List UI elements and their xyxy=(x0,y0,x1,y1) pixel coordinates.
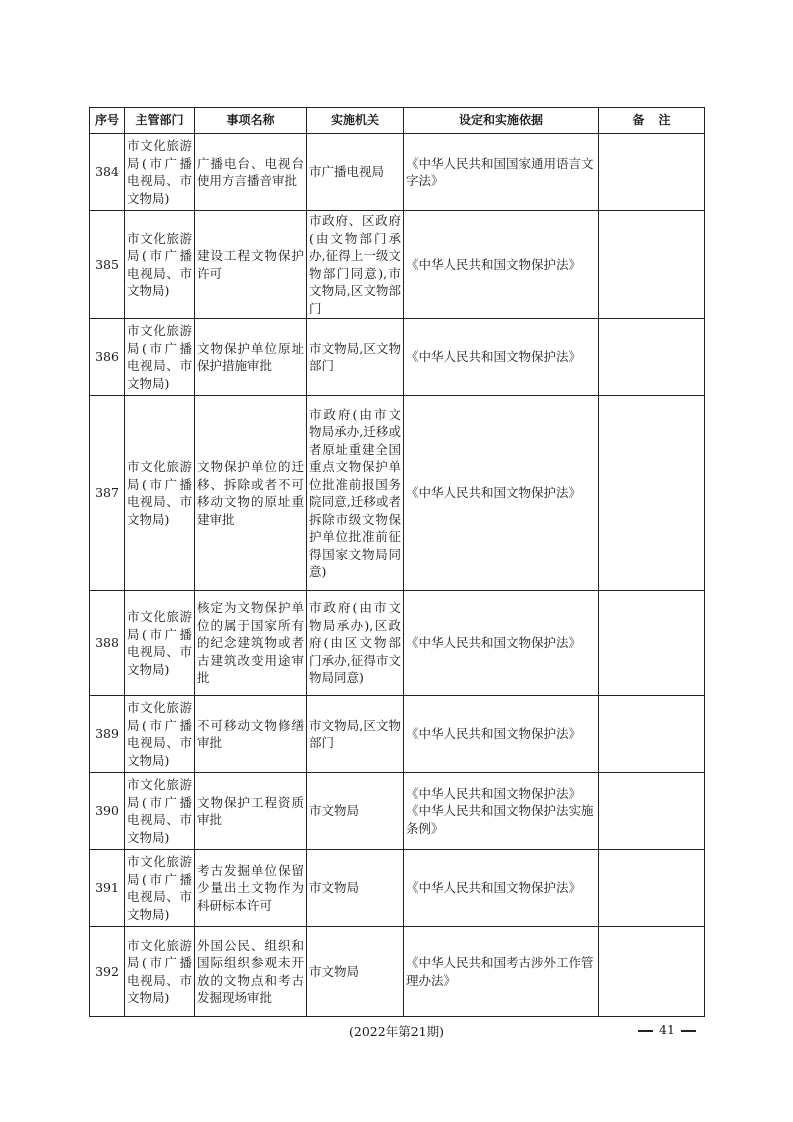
row-dept: 市文化旅游局(市广播电视局、市文物局) xyxy=(125,696,195,773)
issue-label: (2022年第21期) xyxy=(349,1024,444,1039)
table-row xyxy=(90,927,705,1017)
row-basis: 《中华人民共和国文物保护法》 xyxy=(404,850,599,927)
row-dept: 市文化旅游局(市广播电视局、市文物局) xyxy=(125,773,195,850)
row-dept: 市文化旅游局(市广播电视局、市文物局) xyxy=(125,927,195,1017)
row-basis: 《中华人民共和国文物保护法》 xyxy=(404,319,599,396)
page-number-text: 41 xyxy=(659,1022,675,1037)
header-no: 序号 xyxy=(90,108,125,134)
row-agency: 市文物局 xyxy=(307,850,404,927)
row-basis: 《中华人民共和国文物保护法》 xyxy=(404,591,599,696)
row-no: 391 xyxy=(90,850,125,927)
header-item: 事项名称 xyxy=(195,108,307,134)
table-row xyxy=(90,850,705,927)
table-row xyxy=(90,696,705,773)
row-note xyxy=(599,319,705,396)
row-no: 389 xyxy=(90,696,125,773)
row-note xyxy=(599,396,705,591)
table-row xyxy=(90,773,705,850)
header-agency: 实施机关 xyxy=(307,108,404,134)
row-note xyxy=(599,927,705,1017)
row-item: 广播电台、电视台使用方言播音审批 xyxy=(195,134,307,211)
row-no: 387 xyxy=(90,396,125,591)
row-no: 392 xyxy=(90,927,125,1017)
row-basis: 《中华人民共和国文物保护法》 xyxy=(404,211,599,319)
row-basis: 《中华人民共和国文物保护法》 xyxy=(404,396,599,591)
row-item: 文物保护工程资质审批 xyxy=(195,773,307,850)
row-dept: 市文化旅游局(市广播电视局、市文物局) xyxy=(125,211,195,319)
row-no: 388 xyxy=(90,591,125,696)
row-dept: 市文化旅游局(市广播电视局、市文物局) xyxy=(125,591,195,696)
row-dept: 市文化旅游局(市广播电视局、市文物局) xyxy=(125,134,195,211)
row-item: 不可移动文物修缮审批 xyxy=(195,696,307,773)
header-dept: 主管部门 xyxy=(125,108,195,134)
row-item: 建设工程文物保护许可 xyxy=(195,211,307,319)
table-row xyxy=(90,591,705,696)
row-item: 核定为文物保护单位的属于国家所有的纪念建筑物或者古建筑改变用途审批 xyxy=(195,591,307,696)
row-item: 外国公民、组织和国际组织参观未开放的文物点和考古发掘现场审批 xyxy=(195,927,307,1017)
row-basis: 《中华人民共和国文物保护法》《中华人民共和国文物保护法实施条例》 xyxy=(404,773,599,850)
page-dash-right xyxy=(681,1030,696,1032)
table-header-row xyxy=(90,108,705,134)
row-dept: 市文化旅游局(市广播电视局、市文物局) xyxy=(125,319,195,396)
row-agency: 市政府、区政府(由文物部门承办,征得上一级文物部门同意),市文物局,区文物部门 xyxy=(307,211,404,319)
header-note: 备注 xyxy=(599,108,705,134)
row-note xyxy=(599,773,705,850)
row-agency: 市文物局 xyxy=(307,927,404,1017)
row-dept: 市文化旅游局(市广播电视局、市文物局) xyxy=(125,396,195,591)
row-agency: 市政府(由市文物局承办,迁移或者原址重建全国重点文物保护单位批准前报国务院同意,迁移或者拆除市级文物保护单位批准前征得国家文物局同意) xyxy=(307,396,404,591)
row-note xyxy=(599,850,705,927)
row-no: 386 xyxy=(90,319,125,396)
row-agency: 市政府(由市文物局承办),区政府(由区文物部门承办,征得市文物局同意) xyxy=(307,591,404,696)
table-row xyxy=(90,134,705,211)
table-row xyxy=(90,396,705,591)
row-item: 文物保护单位原址保护措施审批 xyxy=(195,319,307,396)
page-dash-left xyxy=(638,1030,653,1032)
row-no: 390 xyxy=(90,773,125,850)
row-note xyxy=(599,134,705,211)
permit-table xyxy=(89,107,705,1017)
row-note xyxy=(599,211,705,319)
row-basis: 《中华人民共和国国家通用语言文字法》 xyxy=(404,134,599,211)
row-basis: 《中华人民共和国文物保护法》 xyxy=(404,696,599,773)
row-agency: 市文物局,区文物部门 xyxy=(307,696,404,773)
row-dept: 市文化旅游局(市广播电视局、市文物局) xyxy=(125,850,195,927)
page-number xyxy=(632,1022,702,1037)
row-item: 考古发掘单位保留少量出土文物作为科研标本许可 xyxy=(195,850,307,927)
row-no: 385 xyxy=(90,211,125,319)
table-row xyxy=(90,211,705,319)
row-item: 文物保护单位的迁移、拆除或者不可移动文物的原址重建审批 xyxy=(195,396,307,591)
row-basis: 《中华人民共和国考古涉外工作管理办法》 xyxy=(404,927,599,1017)
table-row xyxy=(90,319,705,396)
header-basis: 设定和实施依据 xyxy=(404,108,599,134)
row-no: 384 xyxy=(90,134,125,211)
row-agency: 市广播电视局 xyxy=(307,134,404,211)
row-note xyxy=(599,591,705,696)
row-note xyxy=(599,696,705,773)
row-agency: 市文物局 xyxy=(307,773,404,850)
row-agency: 市文物局,区文物部门 xyxy=(307,319,404,396)
